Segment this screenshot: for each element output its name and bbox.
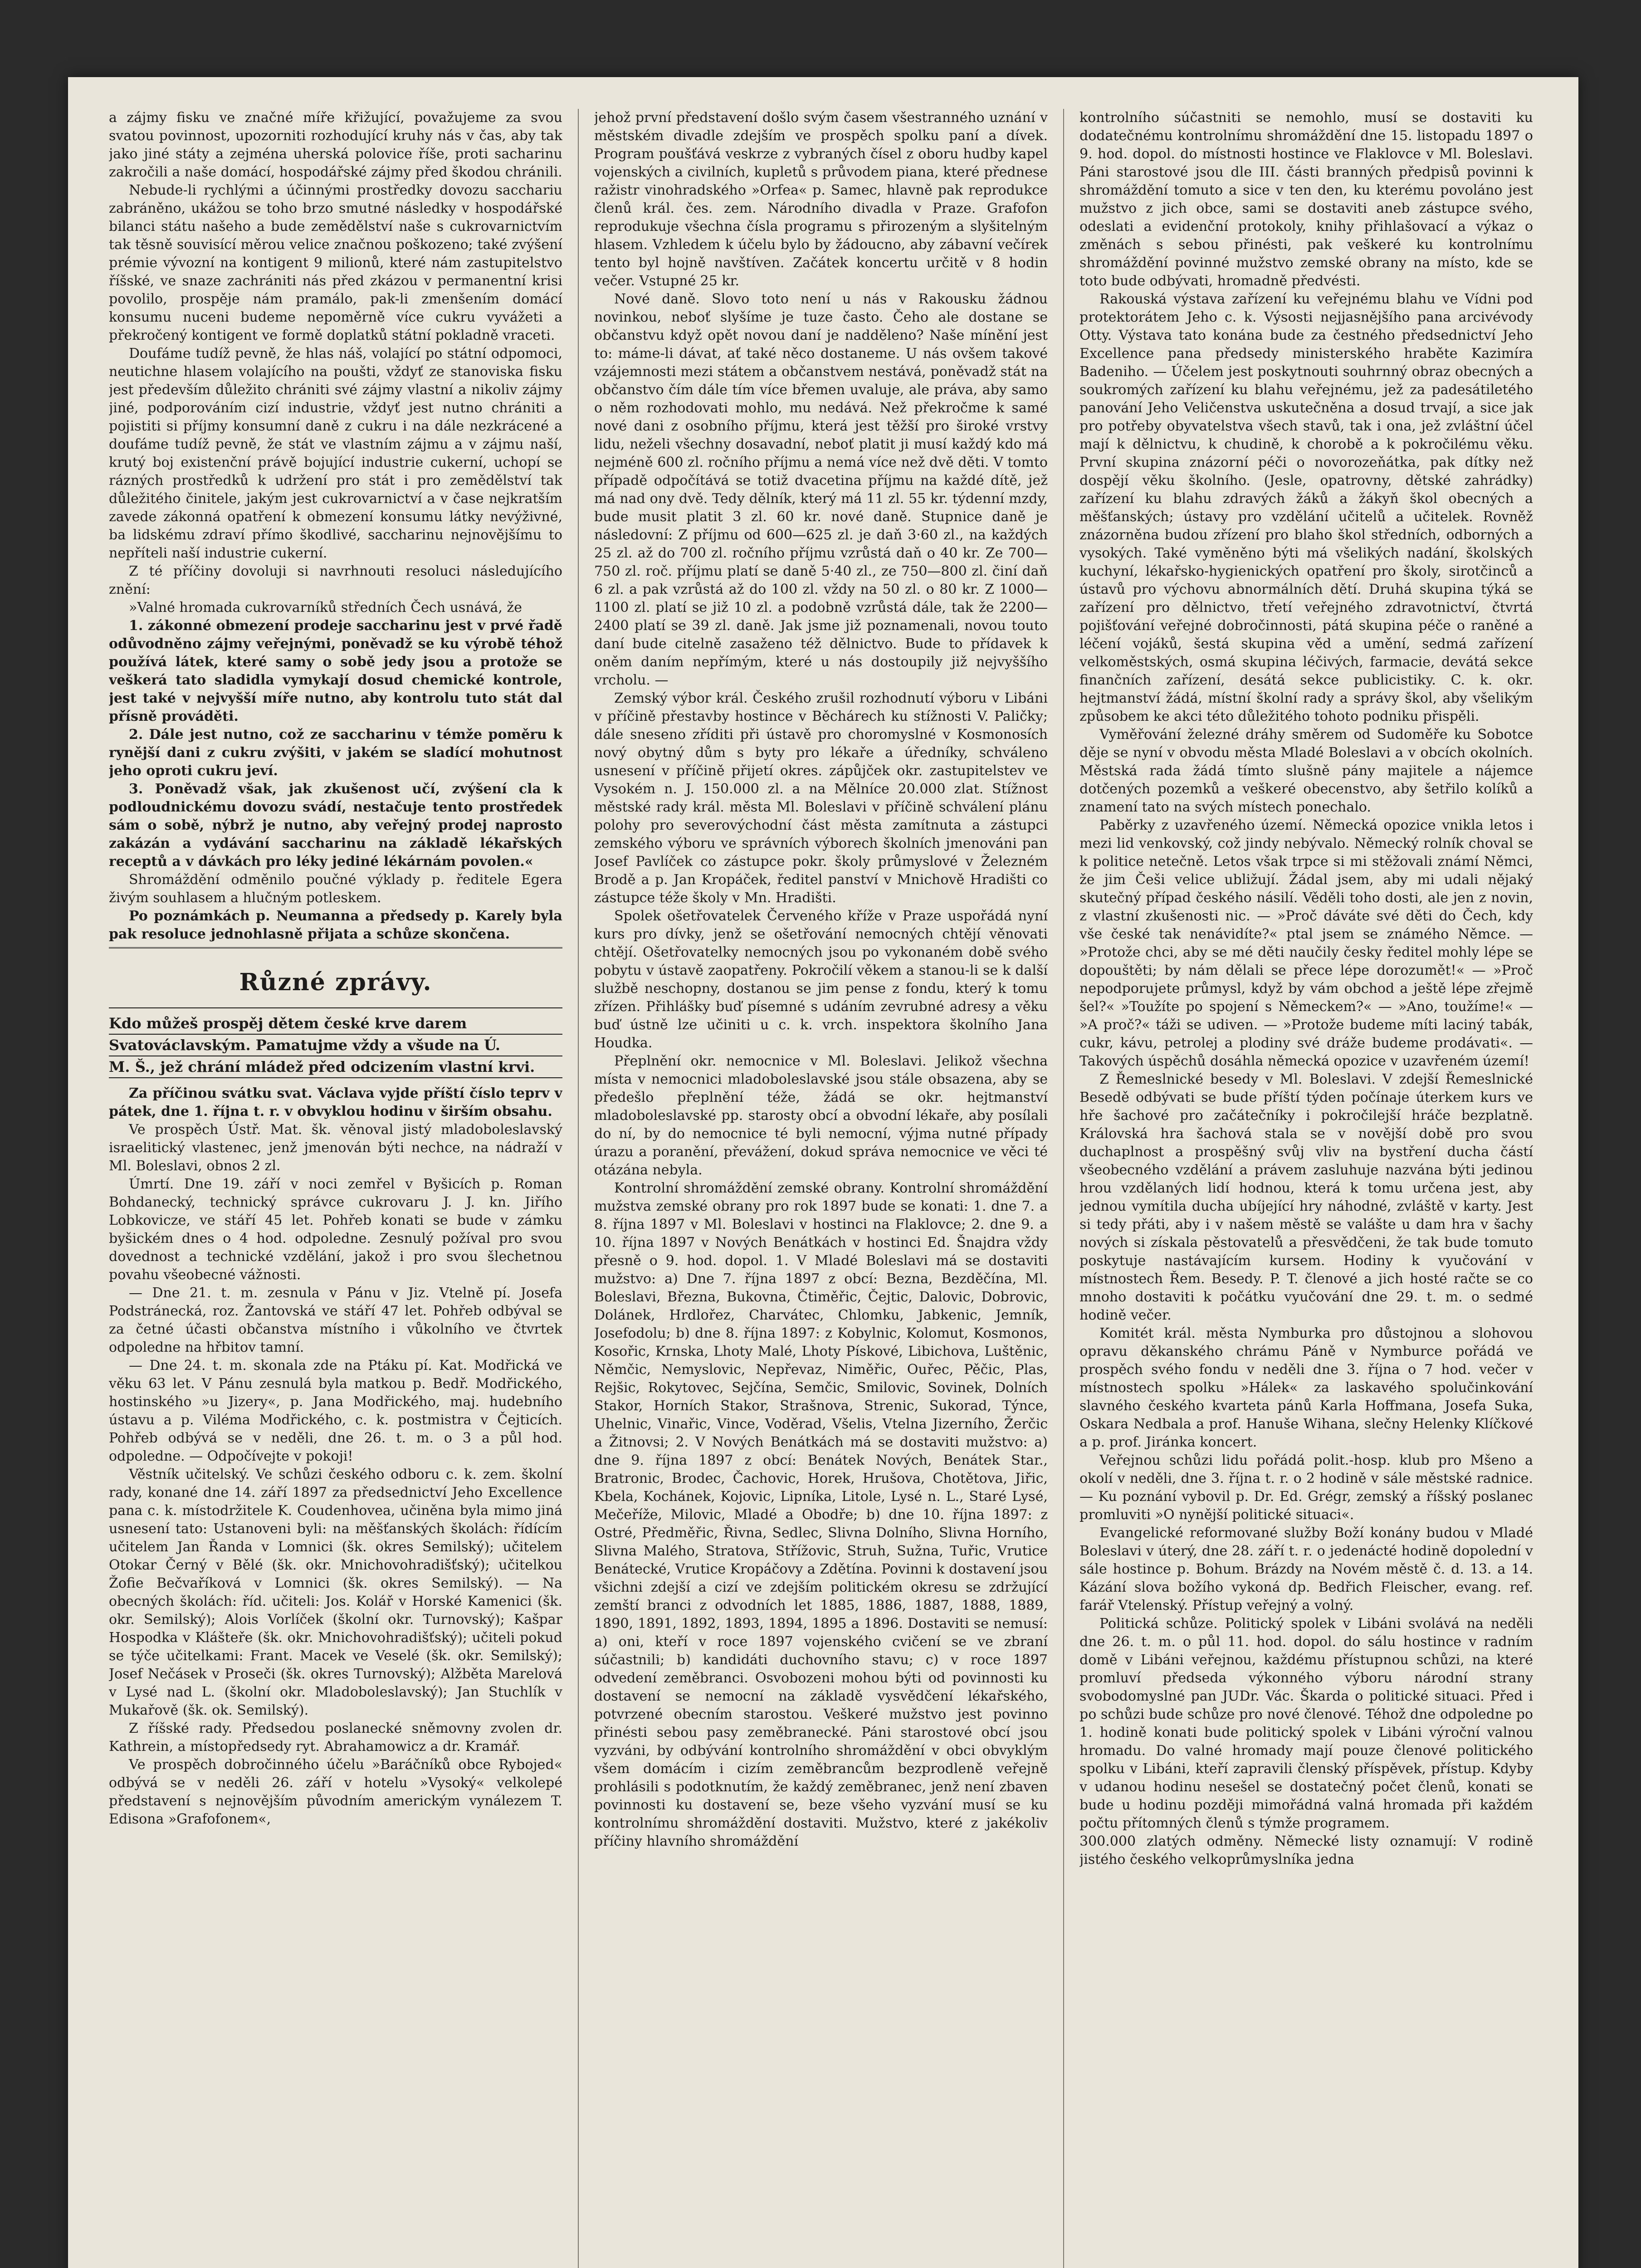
paragraph: Přeplnění okr. nemocnice v Ml. Boleslavi. Jelikož všechna místa v nemocnici mladoboleslavské jsou stále obsazena, aby se předešlo přeplnění téže, žádá se okr. hejtmanství mladoboleslavské pp. starosty obcí a obvodní lékaře, aby posílali do ní, by do nemocnice té byli nemocní, výjma nutné případy úrazu a poranění, převážení, dokud správa nemocnice ve věci té otázána nebyla. [594,1053,1048,1178]
paragraph: 2. Dále jest nutno, což ze saccharinu v témže poměru k rynější dani z cukru zvýšiti, v jakém se sladící mohutnost jeho oproti cukru jeví. [109,727,562,779]
paragraph: Shromáždění odměnilo poučné výklady p. ředitele Egera živým souhlasem a hlučným potleskem. [109,872,562,906]
news-item: — Dne 24. t. m. skonala zde na Ptáku pí. Kat. Modřická ve věku 63 let. V Pánu zesnulá byla matkou p. Bedř. Modřického, hostinského »u Jizery«, p. Jana Modřického, maj. hudebního ústavu a p. Viléma Modřického, c. k. postmistra v Čejticích. Pohřeb odbývá se v neděli, dne 26. t. m. o 3 a půl hod. odpoledne. — Odpočívejte v pokoji! [109,1358,562,1464]
column-divider [578,109,579,2268]
news-item: Úmrtí. Dne 19. září v noci zemřel v Byšicích p. Roman Bohdanecký, technický správce cukrovaru J. J. kn. Jiřího Lobkovicze, ve stáří 45 let. Pohřeb konati se bude v zámku byšickém dnes o 4 hod. odpoledne. Zesnulý požíval pro svou dovednost a technické vzdělání, jakož i pro svou šlechetnou povahu všeobecné vážnosti. [109,1176,562,1283]
newspaper-page [68,77,1578,2268]
paragraph: Evangelické reformované služby Boží konány budou v Mladé Boleslavi v úterý, dne 28. září t. r. o jedenácté hodině dopolední v sále hostince p. Bohum. Brázdy na Novém městě č. d. 13. a 14. Kázání slova božího vykoná dp. Bedřich Fleischer, evang. ref. farář Vtelenský. Přístup veřejný a volný. [1079,1525,1533,1613]
paragraph: Doufáme tudíž pevně, že hlas náš, volající po státní odpomoci, neutichne hlasem volajícího na poušti, vždyť ze stanoviska fisku jest především důležito chrániti své zájmy vlastní a nikoliv zájmy jiné, podporováním cizí industrie, vždyť jest nutno chrániti a pojistiti si příjmy konsumní daně z cukru i na dále nezkrácené a doufáme tudíž pevně, že stát ve vlastním zájmu a v zájmu naší, krutý boj existenční právě bojující industrie cukerní, uchopí se rázných prostředků k udržení pro stát i pro zemědělství tak důležitého činitele, jakým jest cukrovarnictví a v čase nejkratším zavede zákonná opatření k obmezení konsumu látky nevýživné, ba lidskému zdraví přímo škodlivé, saccharinu nejnovějšímu to nepříteli naší industrie cukerní. [109,346,562,561]
news-item: Ve prospěch Ústř. Mat. šk. věnoval jistý mladoboleslavský israelitický vlastenec, jenž jmenován býti nechce, na nádraží v Ml. Boleslavi, obnos 2 zl. [109,1122,562,1174]
paragraph: Z té příčiny dovoluji si navrhnouti resoluci následujícího znění: [109,563,562,597]
motto-line: M. Š., jež chrání mládež před odcizením vlastní krvi. [109,1056,562,1078]
paragraph: Zemský výbor král. Českého zrušil rozhodnutí výboru v Libáni v příčině přestavby hostince v Běchárech ku stížnosti V. Paličky; dále sneseno zříditi při ústavě pro choromyslné v Kosmonosích nový obytný dům s byty pro lékaře a úředníky, schváleno usnesení v příčině přijetí okres. zápůjček okr. zastupitelstev ve Vysokém n. J. 150.000 zl. a na Mělníce 20.000 zlat. Stížnost městské rady král. města Ml. Boleslavi v příčině schválení plánu polohy pro severovýchodní část města zamítnuta a zástupci zemského výboru ve správních výborech školních jmenováni pan Josef Pavlíček co zástupce pokr. školy průmyslové v Železném Brodě a p. Jan Kropáček, ředitel panství v Mnichově Hradišti co zástupce téže školy v Mn. Hradišti. [594,690,1048,906]
paragraph: Z Řemeslnické besedy v Ml. Boleslavi. V zdejší Řemeslnické Besedě odbývati se bude příští týden počínaje úterkem kurs ve hře šachové pro začátečníky i pokročilejší hráče bezplatně. Královská hra šachová stala se v novější době pro svou duchaplnost a prospěšný svůj vliv na bystření ducha částí všeobecného vzdělání a právem zasluhuje nazvána býti jedinou hrou vzdělaných lidí hodnou, která k tomu určena jest, aby jednou vymítila ducha ubíjející hry náhodné, zvláště v karty. Jest si tedy přáti, aby i v našem městě se valášte u dam hra v šachy nových si získala pěstovatelů a přesvědčeni, že tak bude tomuto poskytuje nastávajícím kursem. Hodiny k vyučování v místnostech Řem. Besedy. P. T. členové a jich hosté račte se co mnoho dostaviti k počátku vyučování dne 29. t. m. o sedmé hodině večer. [1079,1071,1533,1323]
motto-line: Svatováclavským. Pamatujme vždy a všude na Ú. [109,1035,562,1056]
column-2 [594,109,1048,2268]
paragraph: Rakouská výstava zařízení ku veřejnému blahu ve Vídni pod protektorátem Jeho c. k. Výsosti nejjasnějšího pana arcivévody Otty. Výstava tato konána bude za čestného předsednictví Jeho Excellence pana předsedy ministerského hraběte Kazimíra Badeniho. — Účelem jest poskytnouti souhrnný obraz obecných a soukromých zařízení ku blahu veřejnému, jež za padesátiletého panování Jeho Veličenstva uskutečněna a dosud trvají, a sice jak pro potřeby obyvatelstva všech stavů, tak i ona, jež zvláštní účel mají k dělnictvu, k chudině, k chorobě a k pokročilému věku. První skupina znázorní péči o novorozeňátka, pak dítky než dospějí věku školního. (Jesle, opatrovny, dětské zahrádky) zařízení ku blahu zdravých žáků a žákyň škol obecných a měšťanských; ústavy pro vzdělání učitelů a učitelek. Rovněž znázorněna budou zřízení pro blaho škol středních, odborných a vysokých. Také vyměněno býti má všelikých nadání, školských kuchyní, lékařsko-hygienických opatření pro školy, sirotčinců a ústavů pro výchovu abnormálních dětí. Druhá skupina týká se zařízení pro dělnictvo, třetí veřejného zdravotnictví, čtvrtá pojišťování veřejné dobročinnosti, pátá skupina péče o raněné a léčení vojáků, šestá skupina věd a umění, sedmá zařízení velkoměstských, osmá skupina léčivých, farmacie, devátá sekce finančních zařízení, desátá sekce publicistiky. C. k. okr. hejtmanství žádá, místní školní rady a správy škol, aby všelikým způsobem ke akci této důležitého tohoto podniku přispěli. [1079,291,1533,724]
paragraph: Kontrolní shromáždění zemské obrany. Kontrolní shromáždění mužstva zemské obrany pro rok 1897 bude se konati: 1. dne 7. a 8. října 1897 v Ml. Boleslavi v hostinci na Flaklovce; 2. dne 9. a 10. října 1897 v Nových Benátkách v hostinci Ed. Šnajdra vždy přesně o 9. hod. dopol. 1. V Mladé Boleslavi má se dostaviti mužstvo: a) Dne 7. října 1897 z obcí: Bezna, Bezděčína, Ml. Boleslavi, Března, Bukovna, Čtiměřic, Čejtic, Dalovic, Dobrovic, Dolánek, Hrdlořez, Charvátec, Chlomku, Jabkenic, Jemník, Josefodolu; b) dne 8. října 1897: z Kobylnic, Kolomut, Kosmonos, Kosořic, Krnska, Lhoty Malé, Lhoty Pískové, Libichova, Luštěnic, Němčic, Nemyslovic, Nepřevaz, Niměřic, Ouřec, Pěčic, Plas, Rejšic, Rokytovec, Sejčína, Semčic, Smilovic, Sovinek, Dolních Stakor, Horních Stakor, Strašnova, Strenic, Sukorad, Týnce, Uhelnic, Vinařic, Vince, Voděrad, Všelis, Vtelna Jizerního, Žerčic a Žitnovsi; 2. V Nových Benátkách má se dostaviti mužstvo: a) dne 9. října 1897 z obcí: Benátek Nových, Benátek Star., Bratronic, Brodec, Čachovic, Horek, Hrušova, Chotětova, Jiřic, Kbela, Kochánek, Kojovic, Lipníka, Litole, Lysé n. L., Staré Lysé, Mečeříže, Milovic, Mladé a Obodře; b) dne 10. října 1897: z Ostré, Předměřic, Řivna, Sedlec, Slivna Dolního, Slivna Horního, Slivna Malého, Stratova, Střížovic, Struh, Sužna, Tuřic, Vrutice Benátecké, Vrutice Kropáčovy a Zdětína. Povinni k dostavení jsou všichni zdejší a cizí ve zdejším politickém okresu se zdržující zemští branci z odvodních let 1885, 1886, 1887, 1888, 1889, 1890, 1891, 1892, 1893, 1894, 1895 a 1896. Dostaviti se nemusí: a) oni, kteří v roce 1897 vojenského cvičení se ve zbraní súčastnili; b) kandidáti duchovního stavu; c) v roce 1897 odvedení zeměbranci. Osvobozeni mohou býti od povinnosti ku dostavení se nemocní na základě vysvědčení lékařského, potvrzené obecním starostou. Veškeré mužstvo jest povinno přinésti sebou pasy zeměbranecké. Páni starostové obcí jsou vyzváni, by odbývání kontrolního shromáždění v obci obvyklým všem domácím i cizím zeměbrancům bezprodleně veřejně prohlásili s podotknutím, že každý zeměbranec, jenž není zbaven povinnosti ku dostavení se, beze všeho vyzvání musí se ku kontrolnímu shromáždění dostaviti. Mužstvo, které z jakékoliv příčiny hlavního shromáždění [594,1180,1048,1849]
paragraph: kontrolního súčastniti se nemohlo, musí se dostaviti ku dodatečnému kontrolnímu shromáždění dne 15. listopadu 1897 o 9. hod. dopol. do místnosti hostince ve Flaklovce v Ml. Boleslavi. Páni starostové jsou dle III. části branných předpisů povinni k shromáždění tomuto a sice v ten den, ku kterému povoláno jest mužstvo z jich obce, sami se dostaviti aneb zástupce svého, odeslati a evidenční protokoly, knihy přihlašovací a výkaz o změnách s sebou přinésti, pak veškeré ku kontrolnímu shromáždění povinné mužstvo zemské obrany na místo, kde se toto bude odbývati, hromadně předvésti. [1079,110,1533,289]
column-1 [109,109,562,2268]
paragraph: a zájmy fisku ve značné míře křižující, považujeme za svou svatou povinnost, upozorniti rozhodující kruhy nás v čas, aby tak jako jiné státy a zejména uherská polovice říše, proti sacharinu zakročili a naše domácí, hospodářské zájmy před škodou chránili. [109,110,562,180]
news-item: — Dne 21. t. m. zesnula v Pánu v Jiz. Vtelně pí. Josefa Podstránecká, roz. Žantovská ve stáří 47 let. Pohřeb odbýval se za četné účasti občanstva místního i vůkolního ve čtvrtek odpoledne na hřbitov tamní. [109,1285,562,1355]
section-title: Různé zprávy. [239,968,432,996]
news-item: Věstník učitelský. Ve schůzi českého odboru c. k. zem. školní rady, konané dne 14. září 1897 za předsednictví Jeho Excellence pana c. k. místodržitele K. Coudenhovea, učiněna byla mimo jiná usnesení tato: Ustanoveni byli: na měšťanských školách: řídícím učitelem Jan Řanda v Lomnici (šk. okres Semilský); učitelem Otokar Černý v Bělé (šk. okr. Mnichovohradišťský); učitelkou Žofie Bečvaříková v Lomnici (šk. okres Semilský). — Na obecných školách: říd. učiteli: Jos. Kolář v Horské Kamenici (šk. okr. Semilský); Alois Vorlíček (školní okr. Turnovský); Kašpar Hospodka v Klášteře (šk. okr. Mnichovohradišťský); učiteli pokud se týče učitelkami: Frant. Macek ve Veselé (šk. okr. Semilský); Josef Nečásek v Proseči (šk. okres Turnovský); Alžběta Marelová v Lysé nad L. (školní okr. Mladoboleslavský); Jan Stuchlík v Mukařově (šk. ok. Semilský). [109,1466,562,1718]
paragraph: Vyměřování železné dráhy směrem od Sudoměře ku Sobotce děje se nyní v obvodu města Mladé Boleslavi a v obcích okolních. Městská rada žádá tímto slušně pány majitele a nájemce dotčených pozemků a veškeré obecenstvo, aby šetřilo kolíků a znamení tato na svých místech ponechalo. [1079,727,1533,815]
paragraph: »Valné hromada cukrovarníků středních Čech usnává, že [129,600,522,616]
paragraph: Paběrky z uzavřeného území. Německá opozice vnikla letos i mezi lid venkovský, což jindy nebývalo. Německý rolník choval se k politice netečně. Letos však trpce si mi stěžovali známí Němci, že jim Češi velice ubližují. Žádal jsem, aby mi udali nějaký skutečný případ českého násilí. Věděli toho dosti, ale jen z novin, z vlastní zkušenosti nic. — »Proč dáváte své děti do Čech, kdy vše české tak nenávidíte?« ptal jsem se známého Němce. — »Protože chci, aby se mé děti naučily česky ředitel mohly lépe se dopouštěti; by nám dělali se přece lépe dorozumět!« — »Proč nepodporujete průmysl, když by vám obchod a ještě lépe zřejmě šel?« »Toužíte po spojení s Německem?« — »Ano, toužíme!« — »A proč?« táži se udiven. — »Protože budeme míti laciný tabák, cukr, kávu, petrolej a plodiny své dráže budeme prodávati«. — Takových úspěchů dosáhla německá opozice v uzavřeném území! [1079,817,1533,1069]
paragraph: Nové daně. Slovo toto není u nás v Rakousku žádnou novinkou, neboť slyšíme je tuze často. Čeho ale dostane se občanstvu když opět novou daní je nadděleno? Naše mínění jest to: máme-li dávat, ať také něco dostaneme. U nás ovšem takové vzájemnosti mezi státem a občanstvem nestává, poněvadž stát na občanstvo čím dále tím více břemen uvaluje, ale práva, aby samo o něm rozhodovati mohlo, mu nedává. Než překročme k samé nové dani z osobního příjmu, která jest těžší pro široké vrstvy lidu, neželi všechny dosavadní, neboť platit ji musí každý kdo má nejméně 600 zl. ročního příjmu a nemá více než dvě děti. V tomto případě odpočítává se totiž dvacetina příjmu na každé dítě, jež má nad ony dvě. Tedy dělník, který má 11 zl. 55 kr. týdenní mzdy, bude musit platit 3 zl. 60 kr. nové daně. Stupnice daně je následovní: Z příjmu od 600—625 zl. je daň 3·60 zl., na každých 25 zl. až do 700 zl. ročního příjmu vzrůstá daň o 40 kr. Ze 700—750 zl. roč. příjmu platí se daně 5·40 zl., ze 750—800 zl. činí daň 6 zl. a pak vzrůstá až do 100 zl. vždy na 50 zl. o 80 kr. Z 1000—1100 zl. platí se již 10 zl. a podobně vzrůstá dále, tak že 2200—2400 platí se 39 zl. daně. Jak jsme již poznamenali, novou touto daní bude citelně zasaženo též dělnictvo. Bude to přídavek k oněm daním nepřímým, které u nás dostoupily již nejvyššího vrcholu. — [594,291,1048,688]
paragraph: Komitét král. města Nymburka pro důstojnou a slohovou opravu děkanského chrámu Páně v Nymburce pořádá ve prospěch svého fondu v neděli dne 3. října o 7 hod. večer v místnostech spolku »Hálek« za laskavého spolučinkování slavného českého kvarteta pánů Karla Hoffmana, Josefa Suka, Oskara Nedbala a prof. Hanuše Wihana, slečny Helenky Klíčkové a p. prof. Jiránka koncert. [1079,1325,1533,1450]
news-item: Za příčinou svátku svat. Václava vyjde příští číslo teprv v pátek, dne 1. října t. r. v obvyklou hodinu v širším obsahu. [109,1085,562,1119]
column-3 [1079,109,1533,2268]
news-item: Ve prospěch dobročinného účelu »Baráčníků obce Rybojed« odbývá se v neděli 26. září v hotelu »Vysoký« velkolepé představení s nejnovějším původním americkým vynálezem T. Edisona »Grafofonem«, [109,1757,562,1827]
paragraph: Spolek ošetřovatelek Červeného kříže v Praze uspořádá nyní kurs pro dívky, jenž se ošetřování nemocných chtějí věnovati chtějí. Ošetřovatelky nemocných jsou po vykonaném době svého pobytu v ústavě zaopatřeny. Pokročilí věkem a stanou-li se k další službě neschopny, dostanou se jim pense z fondu, který k tomu zřízen. Přihlášky buď písemné s udáním zevrubné adresy a věku buď ústně lze učiniti u c. k. vrch. inspektora školního Jana Houdka. [594,908,1048,1051]
paragraph: jehož první představení došlo svým časem všestranného uznání v městském divadle zdejším ve prospěch spolku paní a dívek. Program poušťává veskrze z vybraných čísel z oboru hudby kapel vojenských a civilních, kupletů s průvodem piana, které přednese ražistr vinohradského »Orfea« p. Samec, hlavně pak reprodukce členů král. čes. zem. Národního divadla v Praze. Grafofon reprodukuje všechna čísla programu s přirozeným a slyšitelným hlasem. Vzhledem k účelu bylo by žádoucno, aby zábavní večírek tento byl hojně navštíven. Začátek koncertu určitě v 8 hodin večer. Vstupné 25 kr. [594,110,1048,289]
news-item: Z říšské rady. Předsedou poslanecké sněmovny zvolen dr. Kathrein, a místopředsedy ryt. Abrahamowicz a dr. Kramář. [109,1721,562,1755]
section-rule [109,947,562,948]
column-divider [1063,109,1064,2268]
paragraph: Nebude-li rychlými a účinnými prostředky dovozu sacchariu zabráněno, ukážou se toho brzo smutné následky v hospodářské bilanci státu našeho a bude zemědělství naše s cukrovarnictvím tak těsně souvisící měrou velice značnou poškozeno; také zvýšení prémie vývozní na kontigent 9 milionů, které nám zastupitelstvo říšské, ve snaze zachrániti nás před zkázou v permanentní krisi povolilo, prospěje nám pramálo, pak-li zmenšením domácí konsumu nuceni budeme nepoměrně více cukru vyvážeti a překročený kontigent ve formě doplatků státní pokladně vraceti. [109,182,562,343]
paragraph: 3. Poněvadž však, jak zkušenost učí, zvýšení cla k podloudnickému dovozu svádí, nestačuje tento prostředek sám o sobě, nýbrž je nutno, aby veřejný prodej naprosto zakázán a vydávání saccharinu na základě lékařských receptů a v dávkách pro léky jediné lékárnám povolen.« [109,781,562,870]
paragraph: Veřejnou schůzi lidu pořádá polit.-hosp. klub pro Mšeno a okolí v neděli, dne 3. října t. r. o 2 hodině v sále městské radnice. — Ku poznání vybovil p. Dr. Ed. Grégr, zemský a říšský poslanec promluviti »O nynější politické situaci«. [1079,1452,1533,1523]
paragraph: Politická schůze. Politický spolek v Libáni svolává na neděli dne 26. t. m. o půl 11. hod. dopol. do sálu hostince v radním domě v Libáni veřejnou, každému přístupnou schůzi, na které promluví předseda výkonného výboru národní strany svobodomyslné pan JUDr. Vác. Škarda o politické situaci. Před i po schůzi bude schůze pro nové členové. Téhož dne odpoledne po 1. hodině konati bude politický spolek v Libáni výroční valnou hromadu. Do valné hromady mají pouze členové politického spolku v Libáni, kteří zapravili členský příspěvek, přístup. Kdyby v udanou hodinu nesešel se dostatečný počet členů, konati se bude u hodinu později mimořádná valná hromada při každém počtu přítomných členů s týmže programem. [1079,1616,1533,1831]
paragraph: 1. zákonné obmezení prodeje saccharinu jest v prvé řadě odůvodněno zájmy veřejnými, poněvadž se ku výrobě téhož používá látek, které samy o sobě jedy jsou a protože se veškerá tato sladidla vymykají dosud chemické kontrole, jest také v nejvyšší míře nutno, aby kontrolu tuto stát dal přísně prováděti. [109,618,562,724]
paragraph: 300.000 zlatých odměny. Německé listy oznamují: V rodině jistého českého velkoprůmyslníka jedna [1079,1833,1533,1867]
paragraph: Po poznámkách p. Neumanna a předsedy p. Karely byla pak resoluce jednohlasně přijata a schůze skončena. [109,908,562,942]
section-rule [109,1007,562,1008]
motto-line: Kdo můžeš prospěj dětem české krve darem [109,1013,562,1035]
